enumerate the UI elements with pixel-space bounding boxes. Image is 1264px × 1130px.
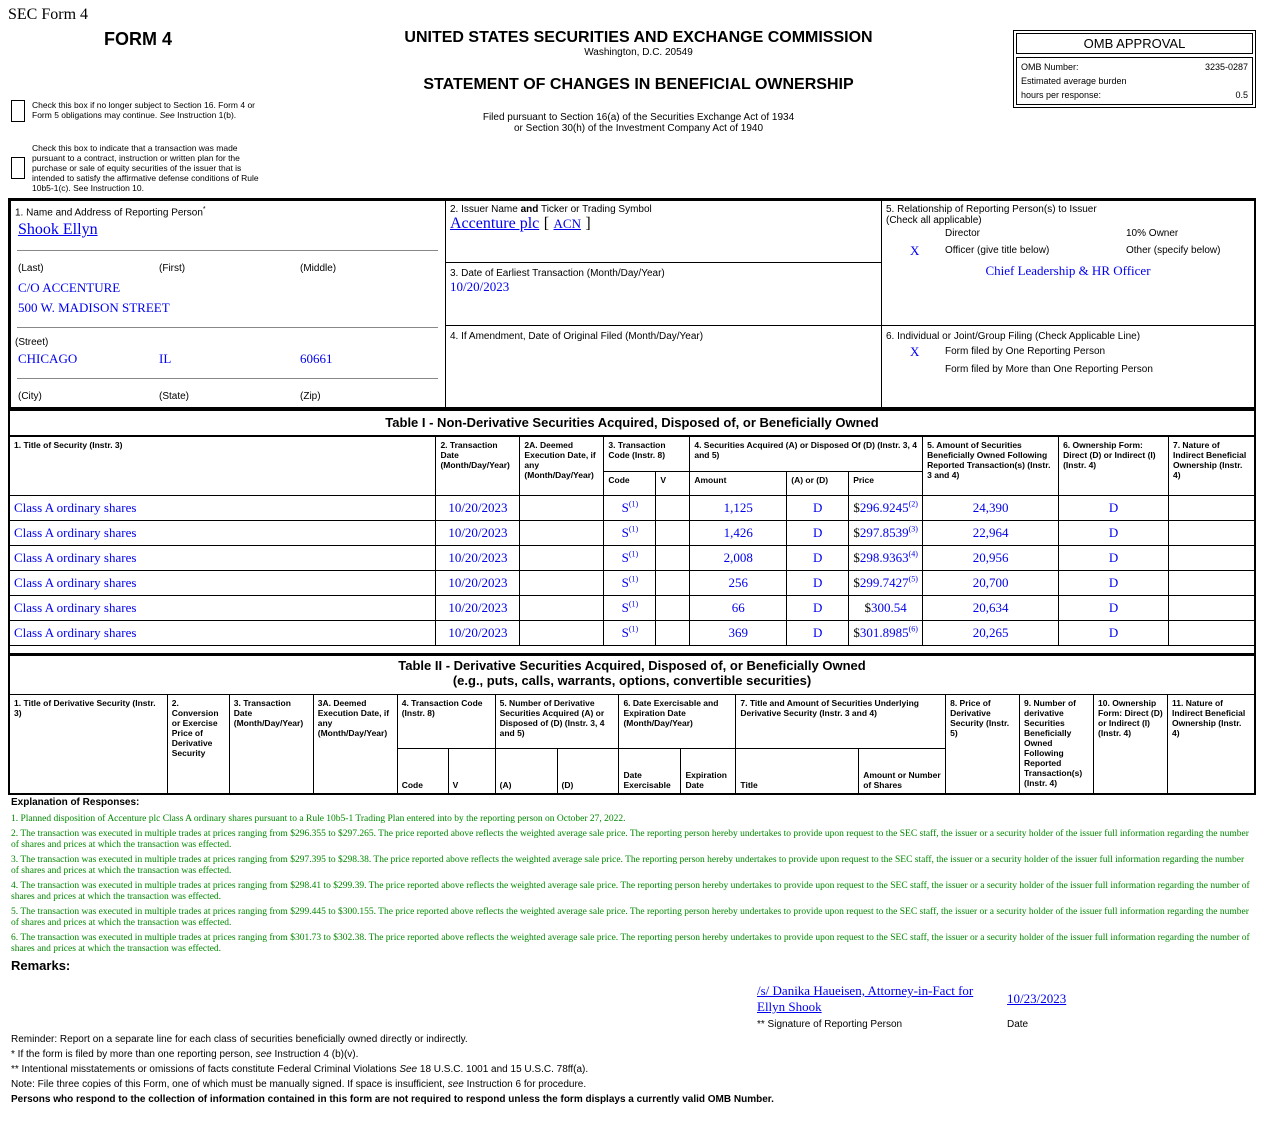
city-value: CHICAGO xyxy=(18,351,78,366)
t2-h-code: 4. Transaction Code (Instr. 8) xyxy=(397,695,495,749)
box4-label: 4. If Amendment, Date of Original Filed (Month/Day/Year) xyxy=(450,331,704,342)
v-flag xyxy=(656,621,690,646)
sec-form-label: SEC Form 4 xyxy=(8,6,89,23)
amount: 1,426 xyxy=(690,521,787,546)
last-label: (Last) xyxy=(18,263,44,274)
price: $298.9363$^{(4)}$ xyxy=(849,546,923,571)
price: $301.8985$^{(6)}$ xyxy=(849,621,923,646)
rule10b5-checkbox[interactable] xyxy=(11,157,25,179)
one-person-label: Form filed by One Reporting Person xyxy=(945,346,1106,357)
t2-sub-code: Code xyxy=(397,749,448,794)
table-row xyxy=(10,621,1255,646)
table1 xyxy=(9,436,1255,646)
t1-sub-v: V xyxy=(656,472,690,496)
box-reporting-person xyxy=(10,200,446,408)
rule10b5-text: Check this box to indicate that a transaction was made pursuant to a contract, instruction or written plan for the purchase or sale of equity securities of the issuer that is intended to satisfy the affirmative defense conditions of Rule 10b5-1(c). See Instruction 10. xyxy=(32,143,259,193)
transaction-date: 10/20/2023 xyxy=(436,596,520,621)
t2-h-nature: 11. Nature of Indirect Beneficial Ownership (Instr. 4) xyxy=(1167,695,1254,794)
t2-h-conversion: 2. Conversion or Exercise Price of Derivative Security xyxy=(167,695,229,794)
t1-h-title: 1. Title of Security (Instr. 3) xyxy=(10,437,436,496)
footnote: 5. The transaction was executed in multiple trades at prices ranging from $299.445 to $300.155. The price reported above reflects the weighted average sale price. The reporting person hereby undertakes to provide upon request to the SEC staff, the issuer or a security holder of the issuer full information regarding the number of shares and prices at which the transaction was effected. xyxy=(11,907,1249,928)
officer-title: Chief Leadership & HR Officer xyxy=(985,263,1151,278)
t2-h-owned: 9. Number of derivative Securities Beneficially Owned Following Reported Transaction(s) (Instr. 4) xyxy=(1020,695,1094,794)
deemed-date xyxy=(520,546,604,571)
box-filing-type xyxy=(881,325,1255,408)
deemed-date xyxy=(520,596,604,621)
reporting-person-name[interactable]: Shook Ellyn xyxy=(18,221,98,238)
amount: 1,125 xyxy=(690,496,787,521)
owned-following: 24,390 xyxy=(923,496,1059,521)
t2-sub-title: Title xyxy=(736,749,859,794)
t1-sub-aord: (A) or (D) xyxy=(787,472,849,496)
director-label: Director xyxy=(945,228,981,239)
omb-approval xyxy=(1013,30,1256,108)
owned-following: 20,634 xyxy=(923,596,1059,621)
omb-number-label: OMB Number: xyxy=(1021,62,1079,72)
box-issuer xyxy=(445,200,882,263)
t2-sub-v: V xyxy=(448,749,495,794)
filed-line-1: Filed pursuant to Section 16(a) of the Securities Exchange Act of 1934 xyxy=(482,112,795,123)
ownership-form: D xyxy=(1059,546,1169,571)
amount: 2,008 xyxy=(690,546,787,571)
box1-label: 1. Name and Address of Reporting Person* xyxy=(15,206,206,219)
transaction-date: 10/20/2023 xyxy=(436,496,520,521)
earliest-transaction-date: 10/20/2023 xyxy=(450,279,510,294)
transaction-code: S$^{(1)}$ xyxy=(604,521,656,546)
deemed-date xyxy=(520,571,604,596)
table2-title-line2: (e.g., puts, calls, warrants, options, convertible securities) xyxy=(452,673,812,688)
t2-h-number: 5. Number of Derivative Securities Acquired (A) or Disposed of (D) (Instr. 3, 4 and 5) xyxy=(495,695,619,749)
deemed-date xyxy=(520,496,604,521)
t2-h-underlying: 7. Title and Amount of Securities Underlying Derivative Security (Instr. 3 and 4) xyxy=(736,695,946,749)
remarks-heading: Remarks: xyxy=(11,958,71,973)
amount: 369 xyxy=(690,621,787,646)
t1-h-date: 2. Transaction Date (Month/Day/Year) xyxy=(436,437,520,496)
amount: 256 xyxy=(690,571,787,596)
nature-of-ownership xyxy=(1168,496,1254,521)
zip-value: 60661 xyxy=(300,351,333,366)
signature-label: ** Signature of Reporting Person xyxy=(757,1019,903,1030)
deemed-date xyxy=(520,521,604,546)
state-label: (State) xyxy=(159,391,190,402)
reminder-note: Reminder: Report on a separate line for each class of securities beneficially owned directly or indirectly. xyxy=(11,1034,468,1045)
t2-h-exercisable: 6. Date Exercisable and Expiration Date (Month/Day/Year) xyxy=(619,695,736,749)
omb-hours-label: hours per response: xyxy=(1021,90,1102,100)
t2-sub-a: (A) xyxy=(495,749,557,794)
footnote: 1. Planned disposition of Accenture plc Class A ordinary shares pursuant to a Rule 10b5-1 Trading Plan entered into by the reporting person on October 27, 2022. xyxy=(11,814,626,824)
omb-persons-note: Persons who respond to the collection of information contained in this form are not required to respond unless the form displays a currently valid OMB Number. xyxy=(11,1094,774,1105)
ownership-form: D xyxy=(1059,521,1169,546)
section16-checkbox[interactable] xyxy=(11,100,25,122)
t1-sub-code: Code xyxy=(604,472,656,496)
transaction-code: S$^{(1)}$ xyxy=(604,571,656,596)
criminal-violations-note: ** Intentional misstatements or omissions of facts constitute Federal Criminal Violations See 18 U.S.C. 1001 and 15 U.S.C. 78ff(a). xyxy=(11,1064,589,1075)
transaction-code: S$^{(1)}$ xyxy=(604,621,656,646)
more-persons-label: Form filed by More than One Reporting Person xyxy=(945,364,1153,375)
city-label: (City) xyxy=(18,391,42,402)
filed-line-2: or Section 30(h) of the Investment Company Act of 1940 xyxy=(513,123,764,134)
amount: 66 xyxy=(690,596,787,621)
table2 xyxy=(9,694,1255,794)
acquired-disposed: D xyxy=(787,496,849,521)
security-title: Class A ordinary shares xyxy=(10,496,436,521)
address-line-1: C/O ACCENTURE xyxy=(18,280,121,295)
table1-title: Table I - Non-Derivative Securities Acquired, Disposed of, or Beneficially Owned xyxy=(10,411,1254,436)
omb-number-value: 3235-0287 xyxy=(1204,62,1248,72)
section16-text: Check this box if no longer subject to Section 16. Form 4 or Form 5 obligations may continue. See Instruction 1(b). xyxy=(32,100,256,120)
transaction-code: S$^{(1)}$ xyxy=(604,496,656,521)
nature-of-ownership xyxy=(1168,621,1254,646)
nature-of-ownership xyxy=(1168,571,1254,596)
t1-h-nature: 7. Nature of Indirect Beneficial Ownership (Instr. 4) xyxy=(1168,437,1254,496)
explanation-heading: Explanation of Responses: xyxy=(11,797,140,808)
t2-sub-date-exercisable: Date Exercisable xyxy=(619,749,681,794)
t2-h-title: 1. Title of Derivative Security (Instr. 3) xyxy=(10,695,168,794)
box5-label: 5. Relationship of Reporting Person(s) to Issuer (Check all applicable) xyxy=(886,204,1097,226)
t1-sub-amount: Amount xyxy=(690,472,787,496)
t2-sub-expiration: Expiration Date xyxy=(681,749,736,794)
owned-following: 20,700 xyxy=(923,571,1059,596)
omb-burden-label: Estimated average burden xyxy=(1021,76,1127,86)
omb-title: OMB APPROVAL xyxy=(1016,33,1253,54)
signature-date[interactable]: 10/23/2023 xyxy=(1007,991,1067,1006)
nature-of-ownership xyxy=(1168,546,1254,571)
officer-check-mark: X xyxy=(910,243,920,258)
table2-title-line1: Table II - Derivative Securities Acquired, Disposed of, or Beneficially Owned xyxy=(398,658,866,673)
security-title: Class A ordinary shares xyxy=(10,621,436,646)
t2-h-deemed: 3A. Deemed Execution Date, if any (Month/Day/Year) xyxy=(313,695,397,794)
transaction-code: S$^{(1)}$ xyxy=(604,596,656,621)
omb-hours-value: 0.5 xyxy=(1235,90,1248,100)
t2-sub-d: (D) xyxy=(557,749,619,794)
box-amendment xyxy=(445,325,882,408)
t1-h-owned: 5. Amount of Securities Beneficially Owned Following Reported Transaction(s) (Instr. 3 and 4) xyxy=(923,437,1059,496)
acquired-disposed: D xyxy=(787,621,849,646)
t2-h-date: 3. Transaction Date (Month/Day/Year) xyxy=(229,695,313,794)
nature-of-ownership xyxy=(1168,521,1254,546)
acquired-disposed: D xyxy=(787,521,849,546)
title-block xyxy=(330,29,947,134)
v-flag xyxy=(656,546,690,571)
ticker-symbol[interactable]: ACN xyxy=(553,216,581,231)
multiple-persons-note: * If the form is filed by more than one reporting person, see Instruction 4 (b)(v). xyxy=(11,1049,359,1060)
transaction-code: S$^{(1)}$ xyxy=(604,546,656,571)
file-copies-note: Note: File three copies of this Form, one of which must be manually signed. If space is insufficient, see Instruction 6 for procedure. xyxy=(11,1079,587,1090)
table2-title xyxy=(10,658,1254,688)
owned-following: 20,956 xyxy=(923,546,1059,571)
table-row xyxy=(10,546,1255,571)
middle-label: (Middle) xyxy=(300,263,337,274)
t1-h-code: 3. Transaction Code (Instr. 8) xyxy=(604,437,690,472)
t1-h-form: 6. Ownership Form: Direct (D) or Indirect (I) (Instr. 4) xyxy=(1059,437,1169,496)
issuer-line: Accenture plc [ ACN ] xyxy=(450,215,591,232)
explanation-section xyxy=(11,797,1251,959)
address-line-2: 500 W. MADISON STREET xyxy=(18,300,170,315)
v-flag xyxy=(656,596,690,621)
owned-following: 22,964 xyxy=(923,521,1059,546)
t1-h-securities: 4. Securities Acquired (A) or Disposed Of (D) (Instr. 3, 4 and 5) xyxy=(690,437,923,472)
transaction-date: 10/20/2023 xyxy=(436,621,520,646)
acquired-disposed: D xyxy=(787,596,849,621)
ownership-form: D xyxy=(1059,596,1169,621)
form-name: FORM 4 xyxy=(104,29,173,49)
box-relationship xyxy=(881,200,1255,326)
transaction-date: 10/20/2023 xyxy=(436,571,520,596)
price: $296.9245$^{(2)}$ xyxy=(849,496,923,521)
zip-label: (Zip) xyxy=(300,391,321,402)
omb-details xyxy=(1016,57,1253,105)
price: $297.8539$^{(3)}$ xyxy=(849,521,923,546)
box3-label: 3. Date of Earliest Transaction (Month/Day/Year) xyxy=(450,268,665,279)
filed-pursuant xyxy=(330,112,947,134)
t1-h-deemed: 2A. Deemed Execution Date, if any (Month/Day/Year) xyxy=(520,437,604,496)
state-value: IL xyxy=(159,351,172,366)
security-title: Class A ordinary shares xyxy=(10,521,436,546)
one-person-check-mark: X xyxy=(910,344,920,359)
ownership-form: D xyxy=(1059,496,1169,521)
table-row xyxy=(10,596,1255,621)
footnote: 4. The transaction was executed in multiple trades at prices ranging from $298.41 to $299.39. The price reported above reflects the weighted average sale price. The reporting person hereby undertakes to provide upon request to the SEC staff, the issuer or a security holder of the issuer full information regarding the number of shares and prices at which the transaction was effected. xyxy=(11,881,1250,902)
footnote: 2. The transaction was executed in multiple trades at prices ranging from $296.355 to $297.265. The price reported above reflects the weighted average sale price. The reporting person hereby undertakes to provide upon request to the SEC staff, the issuer or a security holder of the issuer full information regarding the number of shares and prices at which the transaction was effected. xyxy=(11,829,1249,850)
box-earliest-transaction xyxy=(445,262,882,326)
v-flag xyxy=(656,571,690,596)
ownership-form: D xyxy=(1059,621,1169,646)
transaction-date: 10/20/2023 xyxy=(436,546,520,571)
acquired-disposed: D xyxy=(787,571,849,596)
box2-label: 2. Issuer Name and Ticker or Trading Symbol xyxy=(450,204,652,215)
street-label: (Street) xyxy=(15,337,49,348)
issuer-name[interactable]: Accenture plc xyxy=(450,215,540,232)
t2-h-form: 10. Ownership Form: Direct (D) or Indirect (I) (Instr. 4) xyxy=(1094,695,1168,794)
ten-percent-owner-label: 10% Owner xyxy=(1126,228,1179,239)
footnote: 6. The transaction was executed in multiple trades at prices ranging from $301.73 to $302.38. The price reported above reflects the weighted average sale price. The reporting person hereby undertakes to provide upon request to the SEC staff, the issuer or a security holder of the issuer full information regarding the number of shares and prices at which the transaction was effected. xyxy=(11,933,1250,954)
statement-title: STATEMENT OF CHANGES IN BENEFICIAL OWNERSHIP xyxy=(423,76,854,93)
security-title: Class A ordinary shares xyxy=(10,546,436,571)
t2-h-price: 8. Price of Derivative Security (Instr. 5) xyxy=(946,695,1020,794)
deemed-date xyxy=(520,621,604,646)
footnote: 3. The transaction was executed in multiple trades at prices ranging from $297.395 to $298.38. The price reported above reflects the weighted average sale price. The reporting person hereby undertakes to provide upon request to the SEC staff, the issuer or a security holder of the issuer full information regarding the number of shares and prices at which the transaction was effected. xyxy=(11,855,1245,876)
other-label: Other (specify below) xyxy=(1126,245,1221,256)
v-flag xyxy=(656,521,690,546)
ownership-form: D xyxy=(1059,571,1169,596)
first-label: (First) xyxy=(159,263,186,274)
date-label: Date xyxy=(1007,1019,1029,1030)
officer-label: Officer (give title below) xyxy=(945,245,1050,256)
table-row xyxy=(10,571,1255,596)
agency-location: Washington, D.C. 20549 xyxy=(584,47,693,58)
agency-name: UNITED STATES SECURITIES AND EXCHANGE COMMISSION xyxy=(404,29,873,46)
transaction-date: 10/20/2023 xyxy=(436,521,520,546)
t1-sub-price: Price xyxy=(849,472,923,496)
acquired-disposed: D xyxy=(787,546,849,571)
v-flag xyxy=(656,496,690,521)
security-title: Class A ordinary shares xyxy=(10,596,436,621)
security-title: Class A ordinary shares xyxy=(10,571,436,596)
table-row xyxy=(10,496,1255,521)
price: $300.54 xyxy=(849,596,923,621)
nature-of-ownership xyxy=(1168,596,1254,621)
owned-following: 20,265 xyxy=(923,621,1059,646)
box6-label: 6. Individual or Joint/Group Filing (Check Applicable Line) xyxy=(886,331,1141,342)
t2-sub-amount: Amount or Number of Shares xyxy=(859,749,946,794)
table-row xyxy=(10,521,1255,546)
signature-text[interactable]: /s/ Danika Haueisen, Attorney-in-Fact for Ellyn Shook xyxy=(757,983,974,1014)
price: $299.7427$^{(5)}$ xyxy=(849,571,923,596)
